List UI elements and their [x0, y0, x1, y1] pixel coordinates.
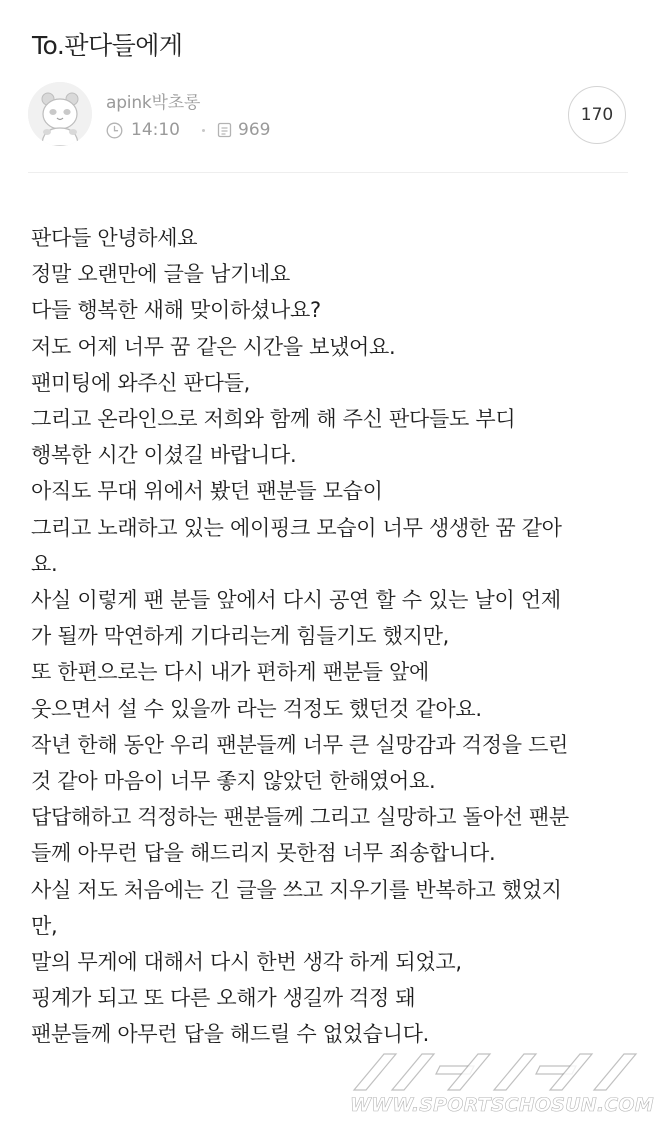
meta-separator: [202, 129, 205, 132]
watermark-text: WWW.SPORTSCHOSUN.COM: [350, 1094, 654, 1116]
body-line: 요.: [31, 551, 58, 576]
avatar[interactable]: [28, 82, 92, 146]
post-body: [31, 220, 631, 1053]
body-line: 들께 아무런 답을 해드리지 못한점 너무 죄송합니다.: [31, 841, 496, 866]
post-meta: [106, 120, 270, 140]
body-line: 핑계가 되고 또 다른 오해가 생길까 걱정 돼: [31, 986, 416, 1011]
post-time: 14:10: [131, 120, 180, 140]
panda-avatar-icon: [28, 82, 92, 146]
body-line: 팬미팅에 와주신 판다들,: [31, 370, 250, 395]
document-icon: [217, 122, 232, 138]
body-line: 가 될까 막연하게 기다리는게 힘들기도 했지만,: [31, 624, 449, 649]
body-line: 판다들 안녕하세요: [31, 226, 198, 250]
body-line: 그리고 노래하고 있는 에이핑크 모습이 너무 생생한 꿈 같아: [31, 515, 562, 540]
watermark-logo: [344, 1046, 644, 1102]
clock-icon: [106, 122, 123, 139]
body-line: 아직도 무대 위에서 봤던 팬분들 모습이: [31, 479, 383, 504]
body-line: 작년 한해 동안 우리 팬분들께 너무 큰 실망감과 걱정을 드린: [31, 732, 569, 757]
body-line: 또 한편으로는 다시 내가 편하게 팬분들 앞에: [31, 660, 429, 685]
body-line: 행복한 시간 이셨길 바랍니다.: [31, 443, 297, 468]
body-line: 것 같아 마음이 너무 좋지 않았던 한해였어요.: [31, 769, 436, 794]
body-line: 사실 저도 처음에는 긴 글을 쓰고 지우기를 반복하고 했었지: [31, 877, 562, 902]
body-line: 그리고 온라인으로 저희와 함께 해 주신 판다들도 부디: [31, 407, 516, 432]
body-line: 다들 행복한 새해 맞이하셨나요?: [31, 298, 321, 323]
post-title: To.판다들에게: [32, 31, 183, 60]
comment-count-button[interactable]: 170: [568, 86, 626, 144]
body-line: 정말 오랜만에 글을 남기네요: [31, 262, 290, 287]
view-count: 969: [238, 120, 271, 140]
body-line: 팬분들께 아무런 답을 해드릴 수 없었습니다.: [31, 1022, 429, 1047]
body-line: 저도 어제 너무 꿈 같은 시간을 보냈어요.: [31, 334, 396, 359]
author-name[interactable]: apink박초롱: [106, 93, 201, 113]
header-divider: [28, 172, 628, 173]
watermark: [344, 1046, 654, 1124]
body-line: 웃으면서 설 수 있을까 라는 걱정도 했던것 같아요.: [31, 696, 482, 721]
body-line: 만,: [31, 913, 58, 938]
author-info: [28, 82, 628, 148]
body-line: 답답해하고 걱정하는 팬분들께 그리고 실망하고 돌아선 팬분: [31, 805, 569, 830]
body-line: 사실 이렇게 팬 분들 앞에서 다시 공연 할 수 있는 날이 언제: [31, 588, 561, 613]
body-line: 말의 무게에 대해서 다시 한번 생각 하게 되었고,: [31, 950, 462, 975]
